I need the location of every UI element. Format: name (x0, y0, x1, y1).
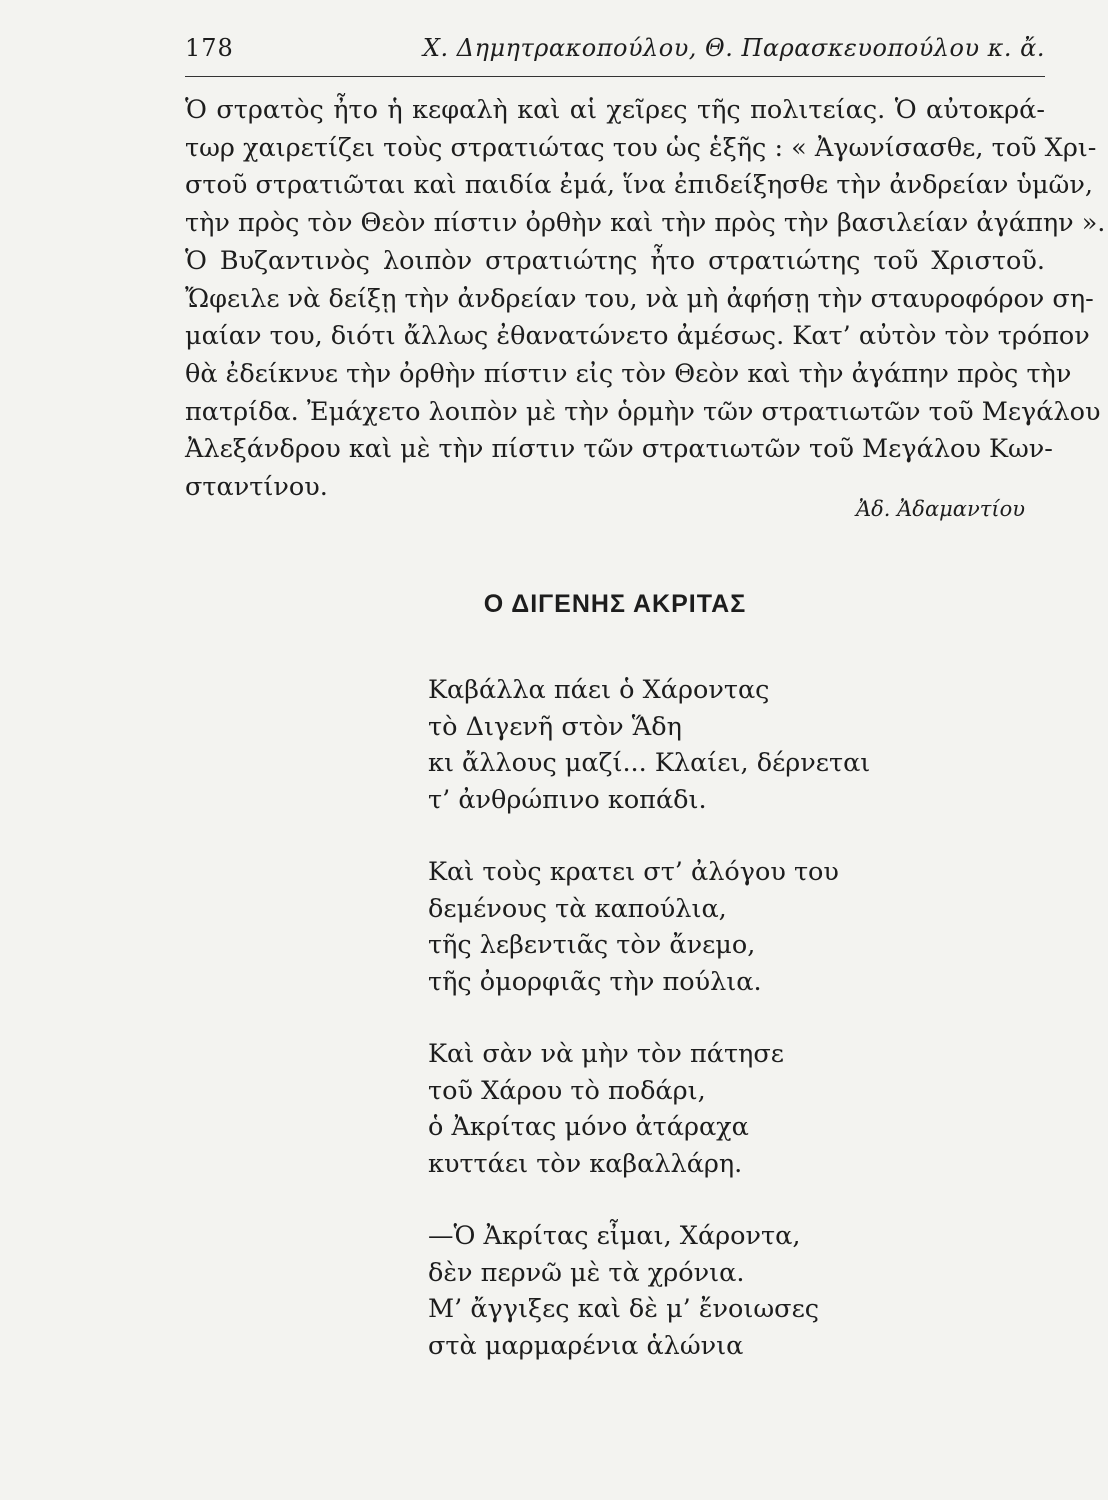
text-line: θὰ ἐδείκνυε τὴν ὀρθὴν πίστιν εἰς τὸν Θεὸν καὶ τὴν ἀγάπην πρὸς τὴν (185, 358, 1072, 389)
poem-body (428, 672, 988, 1364)
text-line: σταντίνου. (185, 472, 328, 503)
text-line: στοῦ στρατιῶται καὶ παιδία ἐμά, ἵνα ἐπιδείξησθε τὴν ἀνδρείαν ὑμῶν, (185, 170, 1093, 201)
poem-stanza (428, 1218, 988, 1364)
text-line: Ὁ στρατὸς ἦτο ἡ κεφαλὴ καὶ αἱ χεῖρες τῆς πολιτείας. Ὁ αὐτοκρά- (185, 95, 1045, 125)
poem-verse: κι ἄλλους μαζί... Κλαίει, δέρνεται (428, 748, 871, 778)
poem-verse: Καὶ σὰν νὰ μὴν τὸν πάτησε (428, 1039, 784, 1069)
poem-verse: δὲν περνῶ μὲ τὰ χρόνια. (428, 1257, 745, 1288)
poem-verse: Μ’ ἄγγιξες καὶ δὲ μ’ ἔνοιωσες (428, 1294, 820, 1324)
poem-verse: τοῦ Χάρου τὸ ποδάρι, (428, 1075, 706, 1106)
poem-verse: τῆς λεβεντιᾶς τὸν ἄνεμο, (428, 930, 756, 960)
poem-verse: τ’ ἀνθρώπινο κοπάδι. (428, 784, 707, 815)
page-number: 178 (185, 34, 234, 62)
text-line: Ὤφειλε νὰ δείξῃ τὴν ἀνδρείαν του, νὰ μὴ ἀφήσῃ τὴν σταυροφόρον ση- (185, 283, 1094, 314)
poem-verse: τὸ Διγενῆ στὸν Ἅδη (428, 711, 682, 742)
running-title: Χ. Δημητρακοπούλου, Θ. Παρασκευοπούλου κ. ἄ. (422, 34, 1045, 62)
poem-verse: ὁ Ἀκρίτας μόνο ἀτάραχα (428, 1112, 749, 1142)
header-rule (185, 76, 1045, 77)
body-paragraph (185, 92, 1106, 507)
running-header (185, 34, 1045, 74)
poem-verse: δεμένους τὰ καπούλια, (428, 893, 727, 924)
poem-stanza (428, 1036, 988, 1182)
poem-verse: κυττάει τὸν καβαλλάρη. (428, 1148, 743, 1179)
text-line: Ὁ Βυζαντινὸς λοιπὸν στρατιώτης ἦτο στρατιώτης τοῦ Χριστοῦ. (185, 245, 1045, 276)
text-line: τὴν πρὸς τὸν Θεὸν πίστιν ὀρθὴν καὶ τὴν πρὸς τὴν βασιλείαν ἀγάπην ». (185, 208, 1106, 239)
poem-stanza (428, 854, 988, 1000)
poem-title: Ο ΔΙΓΕΝΗΣ ΑΚΡΙΤΑΣ (483, 590, 747, 618)
poem-verse: Καβάλλα πάει ὁ Χάροντας (428, 675, 770, 705)
author-signature: Ἀδ. Ἀδαμαντίου (855, 497, 1025, 521)
poem-verse: τῆς ὀμορφιᾶς τὴν πούλια. (428, 966, 762, 997)
text-line: Ἀλεξάνδρου καὶ μὲ τὴν πίστιν τῶν στρατιωτῶν τοῦ Μεγάλου Κων- (185, 434, 1053, 465)
poem-verse: στὰ μαρμαρένια ἁλώνια (428, 1330, 744, 1361)
poem-verse: —Ὁ Ἀκρίτας εἶμαι, Χάροντα, (428, 1221, 801, 1251)
poem-verse: Καὶ τοὺς κρατει στ’ ἀλόγου του (428, 857, 839, 887)
text-line: πατρίδα. Ἐμάχετο λοιπὸν μὲ τὴν ὁρμὴν τῶν στρατιωτῶν τοῦ Μεγάλου (185, 396, 1101, 427)
text-line: μαίαν του, διότι ἄλλως ἐθανατώνετο ἀμέσως. Κατ’ αὐτὸν τὸν τρόπον (185, 321, 1090, 352)
text-line: τωρ χαιρετίζει τοὺς στρατιώτας του ὡς ἑξῆς : « Ἀγωνίσασθε, τοῦ Χρι- (185, 132, 1097, 163)
poem-stanza (428, 672, 988, 818)
